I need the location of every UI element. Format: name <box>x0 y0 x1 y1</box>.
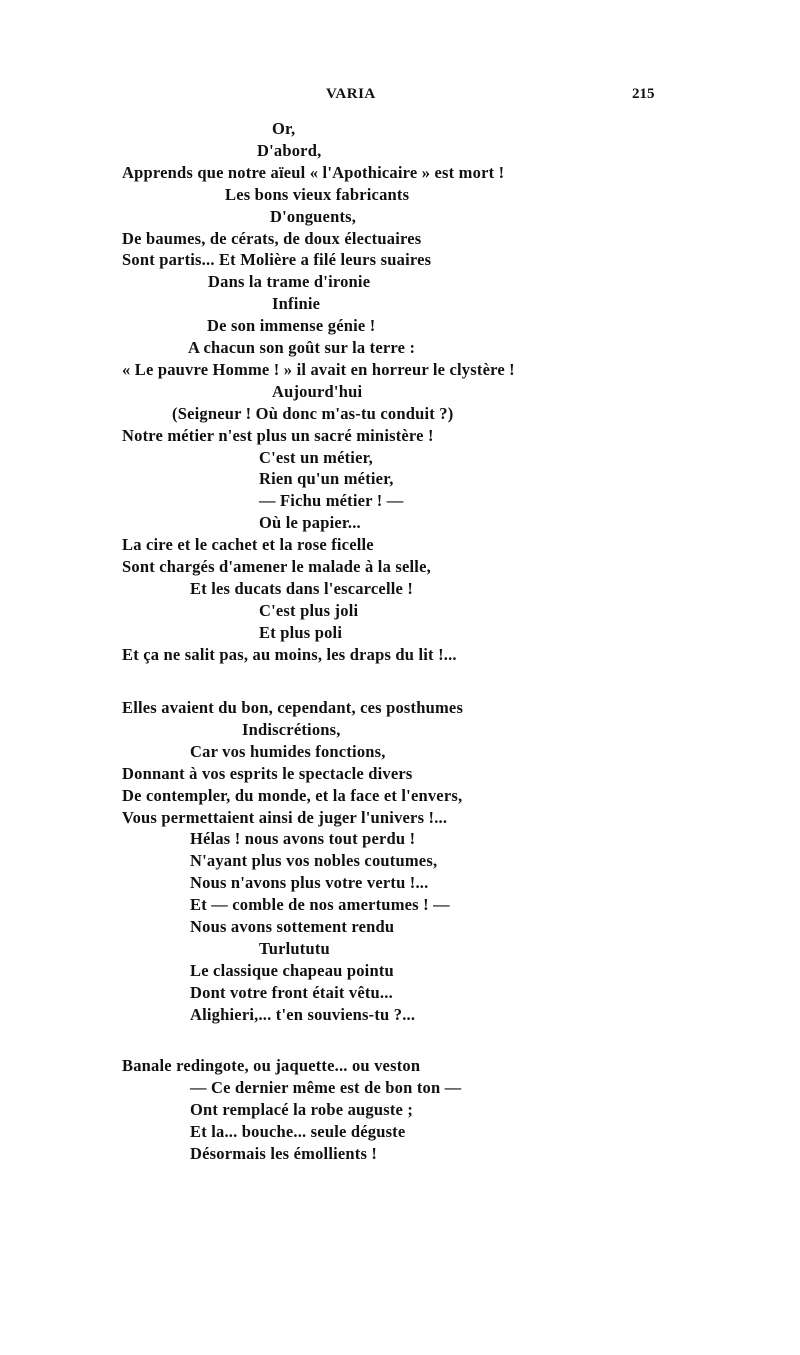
verse-line: « Le pauvre Homme ! » il avait en horreur le clystère ! <box>122 359 515 379</box>
verse-line: La cire et le cachet et la rose ficelle <box>122 535 374 555</box>
verse-line: De baumes, de cérats, de doux électuaires <box>122 228 422 248</box>
verse-line: Aujourd'hui <box>272 381 363 401</box>
verse-line: Indiscrétions, <box>242 719 341 739</box>
verse-line: (Seigneur ! Où donc m'as-tu conduit ?) <box>172 403 454 423</box>
verse-line: Et la... bouche... seule déguste <box>190 1121 406 1141</box>
verse-line: Rien qu'un métier, <box>259 469 394 489</box>
verse-line: Et ça ne salit pas, au moins, les draps du lit !... <box>122 644 457 664</box>
verse-line: Les bons vieux fabricants <box>225 184 410 204</box>
verse-line: Le classique chapeau pointu <box>190 960 394 980</box>
verse-line: C'est plus joli <box>259 600 359 620</box>
verse-line: Désormais les émollients ! <box>190 1143 378 1163</box>
verse-line: Vous permettaient ainsi de juger l'univers !... <box>122 807 448 827</box>
verse-line: Et — comble de nos amertumes ! — <box>190 895 450 915</box>
verse-line: Infinie <box>272 294 321 314</box>
verse-line: C'est un métier, <box>259 447 373 467</box>
verse-line: Dont votre front était vêtu... <box>190 982 393 1002</box>
running-head: VARIA <box>326 86 376 102</box>
verse-line: Sont chargés d'amener le malade à la selle, <box>122 557 431 576</box>
page-header <box>0 86 800 108</box>
verse-line: Apprends que notre aïeul « l'Apothicaire » est mort ! <box>122 162 505 182</box>
verse-line: A chacun son goût sur la terre : <box>188 338 416 357</box>
verse-line: Elles avaient du bon, cependant, ces posthumes <box>122 698 464 717</box>
verse-line: Sont partis... Et Molière a filé leurs suaires <box>122 250 432 270</box>
verse-line: Où le papier... <box>259 513 361 533</box>
verse-line: Alighieri,... t'en souviens-tu ?... <box>190 1004 416 1024</box>
page-number: 215 <box>632 86 655 102</box>
verse-line: Nous avons sottement rendu <box>190 917 395 936</box>
verse-line: Et plus poli <box>259 622 343 642</box>
verse-line: D'onguents, <box>270 206 357 226</box>
verse-line: — Fichu métier ! — <box>259 491 404 511</box>
verse-line: Or, <box>272 119 296 138</box>
verse-line: De contempler, du monde, et la face et l'envers, <box>122 785 463 805</box>
verse-line: Donnant à vos esprits le spectacle divers <box>122 763 413 783</box>
verse-line: D'abord, <box>257 140 322 160</box>
verse-line: Turlututu <box>259 938 330 958</box>
verse-line: Hélas ! nous avons tout perdu ! <box>190 829 416 849</box>
verse-line: De son immense génie ! <box>207 316 376 336</box>
verse-line: — Ce dernier même est de bon ton — <box>190 1077 462 1097</box>
verse-line: Car vos humides fonctions, <box>190 741 386 761</box>
verse-line: Ont remplacé la robe auguste ; <box>190 1099 414 1119</box>
verse-line: Banale redingote, ou jaquette... ou veston <box>122 1056 421 1075</box>
verse-line: N'ayant plus vos nobles coutumes, <box>190 851 438 871</box>
verse-line: Et les ducats dans l'escarcelle ! <box>190 578 414 598</box>
verse-line: Nous n'avons plus votre vertu !... <box>190 873 429 893</box>
verse-line: Dans la trame d'ironie <box>208 272 371 292</box>
verse-line: Notre métier n'est plus un sacré ministère ! <box>122 425 434 445</box>
